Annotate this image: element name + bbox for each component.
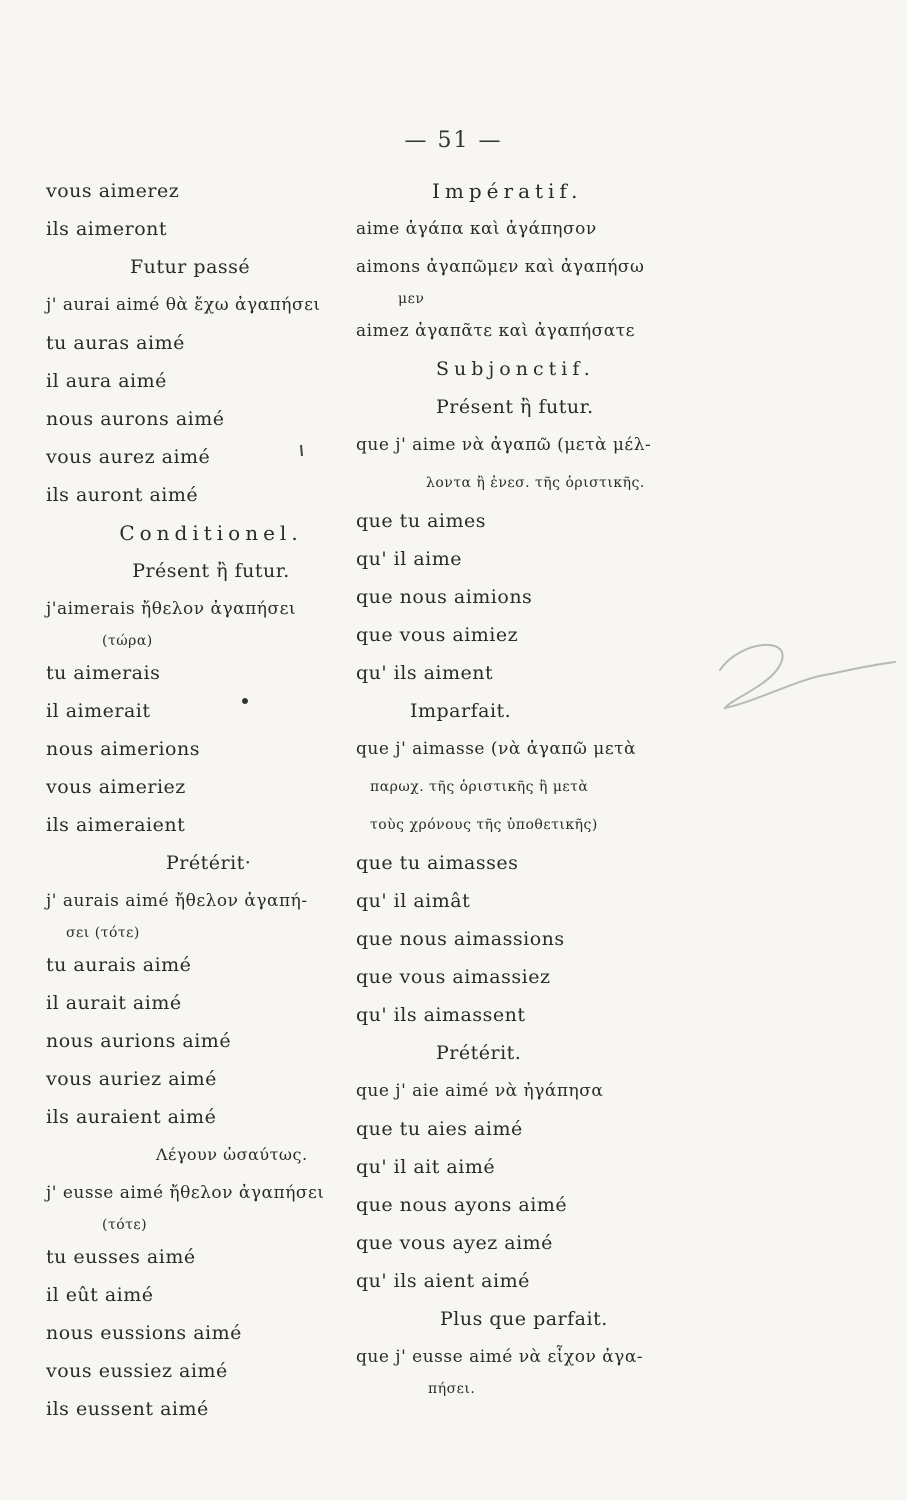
subheading-present-futur: Présent ἢ futur. [436,396,594,418]
line: que vous aimiez [356,624,519,646]
line: nous aurions aimé [46,1030,232,1052]
line: ils aimeraient [46,814,186,836]
line: que vous ayez aimé [356,1232,553,1254]
line: vous eussiez aimé [46,1360,228,1382]
line: vous aimeriez [46,776,186,798]
line: nous eussions aimé [46,1322,242,1344]
line: tu eusses aimé [46,1246,196,1268]
line-note: (τώρα) [102,633,153,649]
line: que tu aies aimé [356,1118,523,1140]
line: qu' il aimât [356,890,471,912]
subheading-preterit: Prétérit. [436,1042,522,1064]
left-column [46,172,376,1428]
line: aimons ἀγαπῶμεν καὶ ἀγαπήσω [356,257,645,277]
line: il aurait aimé [46,992,182,1014]
right-column [356,172,876,1402]
line: que nous aimions [356,586,533,608]
line: que j' aie aimé νὰ ἠγάπησα [356,1081,604,1101]
line: aimez ἀγαπᾶτε καὶ ἀγαπήσατε [356,321,635,341]
line: j' aurai aimé θὰ ἔχω ἀγαπήσει [46,295,321,315]
line: ils auront aimé [46,484,199,506]
page-number: — 51 — [404,128,503,153]
ink-dot-mark [296,444,306,458]
line: que tu aimes [356,510,487,532]
line: que nous ayons aimé [356,1194,568,1216]
line: qu' ils aiment [356,662,494,684]
line: il aimerait [46,700,151,722]
line: que tu aimasses [356,852,519,874]
line: qu' il ait aimé [356,1156,496,1178]
subheading-preterit: Prétérit· [166,852,252,874]
line: nous aurons aimé [46,408,225,430]
line-note: λοντα ἢ ἐνεσ. τῆς ὁριστικῆς. [426,475,645,491]
line: que vous aimassiez [356,966,551,988]
line: ils auraient aimé [46,1106,217,1128]
line: que j' aimasse (νὰ ἀγαπῶ μετὰ [356,739,637,759]
line: qu' il aime [356,548,463,570]
line: vous aurez aimé [46,446,211,468]
line: vous auriez aimé [46,1068,217,1090]
line: aime ἀγάπα καὶ ἀγάπησον [356,219,597,239]
line: nous aimerions [46,738,200,760]
heading-conditionel: Conditionel. [119,521,303,545]
line: tu auras aimé [46,332,185,354]
line-note: μεν [398,291,425,307]
subheading-present-futur: Présent ἢ futur. [132,560,290,582]
line-note: παρωχ. τῆς ὁριστικῆς ἢ μετὰ [370,779,589,795]
ink-dot-mark [240,696,250,706]
line-note: σει (τότε) [66,925,140,941]
line: tu aimerais [46,662,161,684]
subheading-futur-passe: Futur passé [130,256,251,278]
pencil-scribble-mark [700,630,900,730]
line: tu aurais aimé [46,954,192,976]
line: qu' ils aient aimé [356,1270,530,1292]
subheading-imparfait: Imparfait. [410,700,512,722]
line: que nous aimassions [356,928,565,950]
line: que j' eusse aimé νὰ εἶχον ἀγα- [356,1347,644,1367]
line: j' eusse aimé ἤθελον ἀγαπήσει [46,1183,325,1203]
line-note: πήσει. [428,1381,476,1397]
subheading-legoun: Λέγουν ὡσαύτως. [156,1145,308,1164]
heading-imperatif: Impératif. [432,179,583,203]
line-note: τοὺς χρόνους τῆς ὑποθετικῆς) [370,817,598,833]
line: ils aimeront [46,218,168,240]
line-note: (τότε) [102,1217,148,1233]
line: il eût aimé [46,1284,154,1306]
heading-subjonctif: Subjonctif. [436,358,595,380]
subheading-plus-que-parfait: Plus que parfait. [440,1308,608,1330]
line: j' aurais aimé ἤθελον ἀγαπή- [46,891,308,911]
line: vous aimerez [46,180,180,202]
line: qu' ils aimassent [356,1004,526,1026]
line: j'aimerais ἤθελον ἀγαπήσει [46,599,297,619]
line: ils eussent aimé [46,1398,209,1420]
line: que j' aime νὰ ἀγαπῶ (μετὰ μέλ- [356,435,652,455]
line: il aura aimé [46,370,167,392]
